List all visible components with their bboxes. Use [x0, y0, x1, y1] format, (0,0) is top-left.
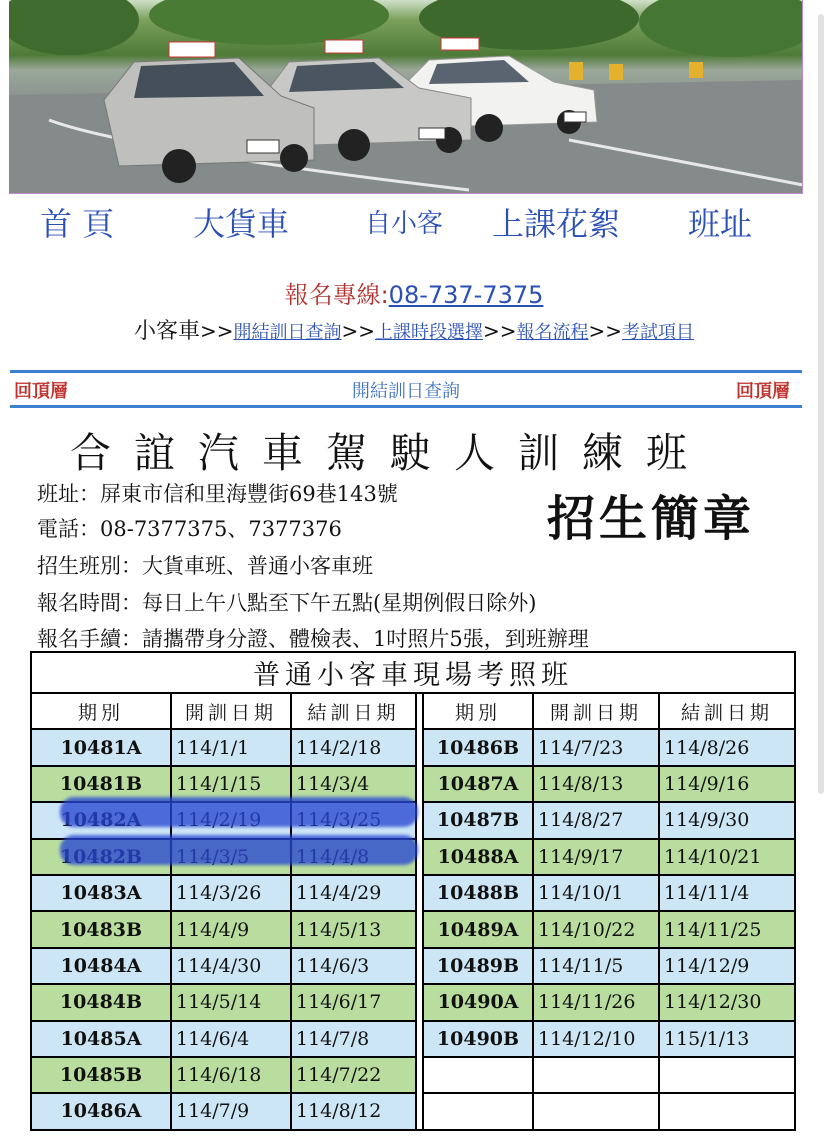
- header-start: 開訓日期: [171, 693, 291, 729]
- start-date: 114/12/10: [533, 1021, 659, 1057]
- scrollbar[interactable]: [818, 14, 824, 794]
- back-to-top-left[interactable]: 回頂層: [14, 381, 68, 402]
- table-row: [31, 875, 795, 911]
- nav-home[interactable]: 首 頁: [40, 205, 115, 243]
- table-row: [31, 1057, 795, 1093]
- start-date: 114/8/27: [533, 802, 659, 838]
- school-name: 合誼汽車駕駛人訓練班: [70, 429, 710, 477]
- link-exam-items[interactable]: 考試項目: [622, 322, 695, 343]
- term-id: 10486A: [31, 1093, 171, 1129]
- start-date: 114/3/26: [171, 875, 291, 911]
- registration-hours: 報名時間：每日上午八點至下午五點(星期例假日除外): [37, 591, 537, 615]
- header-end: 結訓日期: [291, 693, 416, 729]
- back-to-top-right[interactable]: 回頂層: [736, 381, 790, 402]
- start-date: 114/9/17: [533, 839, 659, 875]
- link-schedule[interactable]: 開結訓日查詢: [233, 322, 342, 343]
- term-id: [423, 1057, 533, 1093]
- end-date: 114/7/8: [291, 1021, 416, 1057]
- term-id: 10489A: [423, 911, 533, 947]
- start-date: 114/7/23: [533, 729, 659, 765]
- term-id: 10484A: [31, 948, 171, 984]
- table-row: [31, 948, 795, 984]
- term-id: 10487A: [423, 766, 533, 802]
- end-date: 114/7/22: [291, 1057, 416, 1093]
- header-term: 期別: [31, 693, 171, 729]
- header-start: 開訓日期: [533, 693, 659, 729]
- term-id: 10483B: [31, 911, 171, 947]
- hero-photo: [9, 0, 803, 194]
- term-id: 10490A: [423, 984, 533, 1020]
- end-date: 115/1/13: [659, 1021, 795, 1057]
- brochure-title: 招生簡章: [547, 491, 756, 547]
- school-phone: 電話：08-7377375、7377376: [37, 517, 342, 541]
- start-date: 114/1/15: [171, 766, 291, 802]
- nav-address[interactable]: 班址: [688, 205, 753, 243]
- end-date: 114/9/16: [659, 766, 795, 802]
- end-date: 114/4/29: [291, 875, 416, 911]
- start-date: 114/10/22: [533, 911, 659, 947]
- end-date: 114/6/3: [291, 948, 416, 984]
- term-id: 10483A: [31, 875, 171, 911]
- start-date: 114/11/26: [533, 984, 659, 1020]
- end-date: 114/3/4: [291, 766, 416, 802]
- breadcrumb-category: 小客車: [133, 319, 200, 344]
- start-date: 114/11/5: [533, 948, 659, 984]
- term-id: 10481A: [31, 729, 171, 765]
- start-date: 114/7/9: [171, 1093, 291, 1129]
- table-row: [31, 984, 795, 1020]
- enrollment-classes: 招生班別：大貨車班、普通小客車班: [37, 554, 373, 578]
- end-date: 114/2/18: [291, 729, 416, 765]
- start-date: 114/1/1: [171, 729, 291, 765]
- table-row: [31, 1021, 795, 1057]
- nav-truck[interactable]: 大貨車: [193, 205, 290, 243]
- term-id: 10489B: [423, 948, 533, 984]
- term-id: 10481B: [31, 766, 171, 802]
- end-date: 114/11/25: [659, 911, 795, 947]
- end-date: 114/9/30: [659, 802, 795, 838]
- end-date: [659, 1057, 795, 1093]
- term-id: 10488A: [423, 839, 533, 875]
- table-row: [31, 729, 795, 765]
- registration-procedure: 報名手續：請攜帶身分證、體檢表、1吋照片5張，到班辦理: [37, 627, 589, 651]
- hotline: [0, 275, 828, 310]
- hotline-number-link[interactable]: 08-737-7375: [388, 281, 544, 309]
- term-id: 10485A: [31, 1021, 171, 1057]
- end-date: 114/11/4: [659, 875, 795, 911]
- nav-car[interactable]: 自小客: [365, 209, 444, 239]
- start-date: 114/10/1: [533, 875, 659, 911]
- start-date: 114/8/13: [533, 766, 659, 802]
- start-date: 114/4/30: [171, 948, 291, 984]
- schedule-table: [30, 651, 796, 1131]
- start-date: [533, 1057, 659, 1093]
- school-address: 班址：屏東市信和里海豐街69巷143號: [37, 482, 398, 506]
- start-date: 114/6/4: [171, 1021, 291, 1057]
- end-date: 114/6/17: [291, 984, 416, 1020]
- term-id: 10484B: [31, 984, 171, 1020]
- term-id: 10488B: [423, 875, 533, 911]
- term-id: 10487B: [423, 802, 533, 838]
- table-row: [31, 911, 795, 947]
- marker-highlight: [60, 797, 418, 827]
- term-id: 10486B: [423, 729, 533, 765]
- section-bar: [10, 370, 802, 408]
- section-title: 開結訓日查詢: [352, 381, 460, 402]
- end-date: 114/12/9: [659, 948, 795, 984]
- marker-highlight: [60, 835, 418, 865]
- start-date: 114/4/9: [171, 911, 291, 947]
- term-id: [423, 1093, 533, 1129]
- table-title: 普通小客車現場考照班: [31, 652, 795, 693]
- end-date: 114/8/12: [291, 1093, 416, 1129]
- end-date: [659, 1093, 795, 1129]
- end-date: 114/5/13: [291, 911, 416, 947]
- end-date: 114/12/30: [659, 984, 795, 1020]
- link-registration[interactable]: 報名流程: [516, 322, 589, 343]
- header-end: 結訓日期: [659, 693, 795, 729]
- breadcrumb: 小客車>>開結訓日查詢>>上課時段選擇>>報名流程>>考試項目: [133, 319, 695, 344]
- end-date: 114/10/21: [659, 839, 795, 875]
- nav-gallery[interactable]: 上課花絮: [492, 205, 621, 243]
- end-date: 114/8/26: [659, 729, 795, 765]
- header-term: 期別: [423, 693, 533, 729]
- start-date: 114/6/18: [171, 1057, 291, 1093]
- table-row: [31, 1093, 795, 1129]
- start-date: 114/5/14: [171, 984, 291, 1020]
- hotline-label: 報名專線:: [284, 281, 389, 309]
- term-id: 10490B: [423, 1021, 533, 1057]
- link-time-slots[interactable]: 上課時段選擇: [375, 322, 483, 343]
- start-date: [533, 1093, 659, 1129]
- term-id: 10485B: [31, 1057, 171, 1093]
